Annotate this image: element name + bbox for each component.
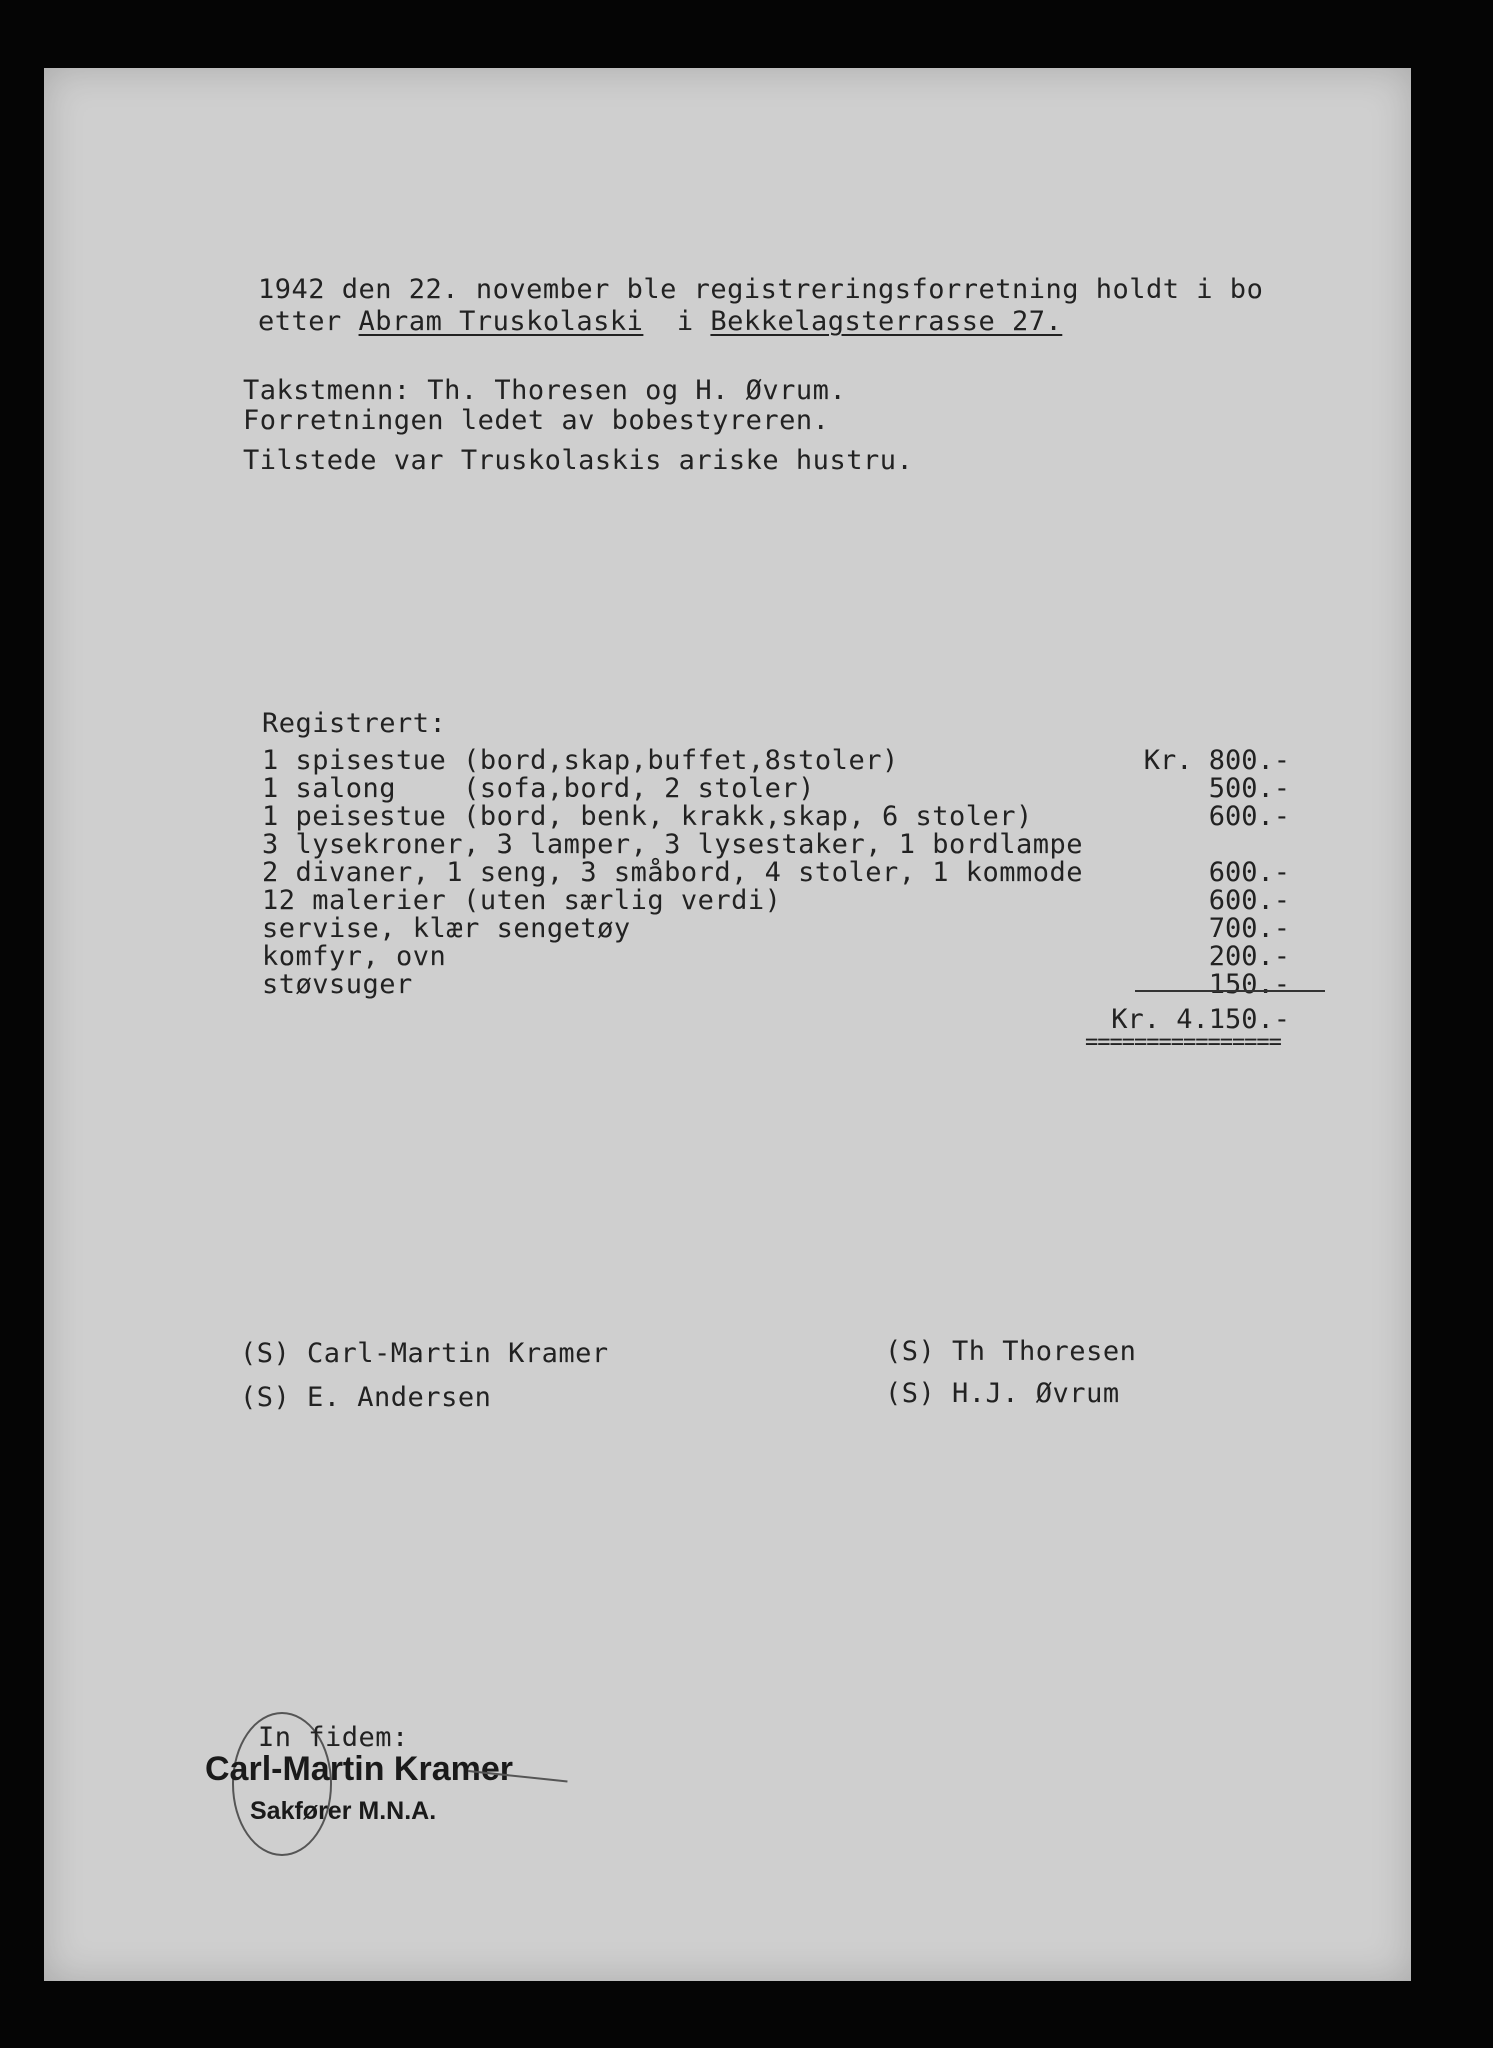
stamp-name: Carl-Martin Kramer xyxy=(205,1750,513,1788)
item-amount: 600.- xyxy=(1208,885,1290,916)
item-desc: 3 lysekroner, 3 lamper, 3 lysestaker, 1 bordlampe xyxy=(262,829,1084,860)
signature-right-2: (S) H.J. Øvrum xyxy=(885,1378,1120,1409)
item-amount: 700.- xyxy=(1208,913,1290,944)
address: Bekkelagsterrasse 27. xyxy=(710,306,1063,337)
intro-prefix: etter xyxy=(258,306,359,337)
item-amount: Kr. 800.- xyxy=(1143,745,1290,776)
in-fidem-label: In fidem: xyxy=(258,1722,409,1753)
signature-left-2: (S) E. Andersen xyxy=(240,1382,492,1413)
registry-heading: Registrert: xyxy=(262,708,447,739)
item-amount: 200.- xyxy=(1208,941,1290,972)
item-desc: servise, klær sengetøy xyxy=(262,913,631,944)
item-desc: støvsuger xyxy=(262,969,413,1000)
item-amount: 150.- xyxy=(1208,969,1290,1000)
signature-right-1: (S) Th Thoresen xyxy=(885,1336,1137,1367)
item-desc: 2 divaner, 1 seng, 3 småbord, 4 stoler, 1 kommode xyxy=(262,857,1084,888)
ledet-line: Forretningen ledet av bobestyreren. xyxy=(243,405,830,436)
takstmenn-line: Takstmenn: Th. Thoresen og H. Øvrum. xyxy=(243,375,847,406)
deceased-name: Abram Truskolaski xyxy=(358,306,644,337)
item-desc: 1 salong (sofa,bord, 2 stoler) xyxy=(262,773,815,804)
intro-line-2 xyxy=(258,306,1062,337)
tilstede-line: Tilstede var Truskolaskis ariske hustru. xyxy=(243,445,914,476)
intro-mid: i xyxy=(643,306,711,337)
item-desc: komfyr, ovn xyxy=(262,941,447,972)
signature-left-1: (S) Carl-Martin Kramer xyxy=(240,1338,609,1369)
item-desc: 1 spisestue (bord,skap,buffet,8stoler) xyxy=(262,745,899,776)
sum-rule xyxy=(1135,990,1325,992)
item-desc: 1 peisestue (bord, benk, krakk,skap, 6 stoler) xyxy=(262,801,1033,832)
intro-line-1: 1942 den 22. november ble registreringsforretning holdt i bo xyxy=(258,274,1264,305)
stamp-title: Sakfører M.N.A. xyxy=(250,1797,437,1825)
total-amount: Kr. 4.150.- xyxy=(1111,1004,1290,1035)
total-double-rule: ================ xyxy=(1085,1030,1281,1055)
item-desc: 12 malerier (uten særlig verdi) xyxy=(262,885,782,916)
item-amount: 600.- xyxy=(1208,801,1290,832)
item-amount: 600.- xyxy=(1208,857,1290,888)
item-amount: 500.- xyxy=(1208,773,1290,804)
